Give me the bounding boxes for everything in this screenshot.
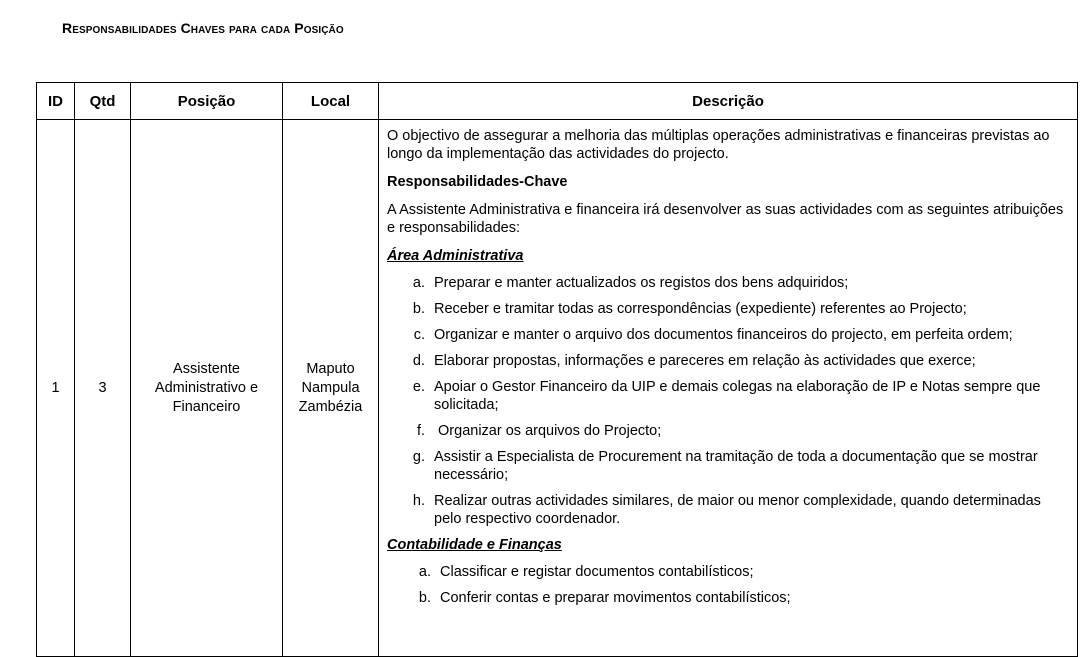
list-item: [405, 563, 1071, 581]
list-contabilidade: [387, 563, 1071, 607]
list-text: Realizar outras actividades similares, de maior ou menor complexidade, quando determinadas pelo respectivo coordenador.: [434, 493, 1041, 527]
list-item: [405, 589, 1071, 607]
list-text: Assistir a Especialista de Procurement na tramitação de toda a documentação que se mostrar necessário;: [434, 449, 1038, 483]
list-marker: e.: [412, 379, 425, 395]
responsibilities-intro: A Assistente Administrativa e financeira irá desenvolver as suas actividades com as seguintes atribuições e responsabilidades:: [387, 202, 1064, 236]
local-line: Nampula: [301, 379, 360, 396]
list-text: Conferir contas e preparar movimentos contabilísticos;: [440, 590, 791, 606]
section-title-contabilidade: Contabilidade e Finanças: [387, 537, 562, 553]
list-item: [399, 352, 1071, 370]
list-item: [399, 274, 1071, 292]
cell-id: 1: [37, 120, 75, 657]
positions-table: [36, 82, 1078, 657]
list-marker: h.: [412, 493, 425, 509]
list-text: Organizar e manter o arquivo dos documentos financeiros do projecto, em perfeita ordem;: [434, 327, 1013, 343]
list-text: Preparar e manter actualizados os registos dos bens adquiridos;: [434, 275, 849, 291]
header-posicao: Posição: [131, 83, 283, 120]
posicao-line: Assistente: [173, 360, 240, 377]
list-text: Organizar os arquivos do Projecto;: [434, 423, 662, 439]
cell-local: [283, 120, 379, 657]
list-item: [399, 378, 1071, 414]
header-qtd: Qtd: [75, 83, 131, 120]
list-marker: a.: [412, 275, 425, 291]
local-line: Maputo: [306, 360, 355, 377]
list-text: Apoiar o Gestor Financeiro da UIP e demais colegas na elaboração de IP e Notas sempre que solicitada;: [434, 379, 1041, 413]
list-marker: g.: [412, 449, 425, 465]
responsibilities-title: Responsabilidades-Chave: [387, 174, 568, 190]
list-item: [399, 326, 1071, 344]
header-id: ID: [37, 83, 75, 120]
list-item: [399, 448, 1071, 484]
list-item: [399, 492, 1071, 528]
local-line: Zambézia: [298, 398, 363, 415]
objective-text: O objectivo de assegurar a melhoria das múltiplas operações administrativas e financeiras previstas ao longo da implementação das actividades do projecto.: [387, 128, 1050, 162]
list-administrativa: [387, 274, 1071, 528]
list-text: Classificar e registar documentos contabilísticos;: [440, 564, 754, 580]
list-marker: a.: [418, 564, 431, 580]
header-descricao: Descrição: [379, 83, 1078, 120]
table-header-row: [37, 83, 1078, 120]
table-row: [37, 120, 1078, 657]
list-marker: b.: [418, 590, 431, 606]
header-local: Local: [283, 83, 379, 120]
list-item: [399, 300, 1071, 318]
section-title-administrativa: Área Administrativa: [387, 248, 524, 264]
list-marker: d.: [412, 353, 425, 369]
list-text: Elaborar propostas, informações e pareceres em relação às actividades que exerce;: [434, 353, 976, 369]
posicao-line: Financeiro: [172, 398, 241, 415]
cell-posicao: [131, 120, 283, 657]
list-marker: b.: [412, 301, 425, 317]
list-item: [399, 422, 1071, 440]
document-heading: Responsabilidades Chaves para cada Posição: [62, 20, 344, 36]
cell-descricao: [379, 120, 1078, 657]
posicao-line: Administrativo e: [154, 379, 259, 396]
list-marker: f.: [416, 423, 425, 439]
cell-qtd: 3: [75, 120, 131, 657]
list-marker: c.: [413, 327, 425, 343]
list-text: Receber e tramitar todas as correspondências (expediente) referentes ao Projecto;: [434, 301, 967, 317]
